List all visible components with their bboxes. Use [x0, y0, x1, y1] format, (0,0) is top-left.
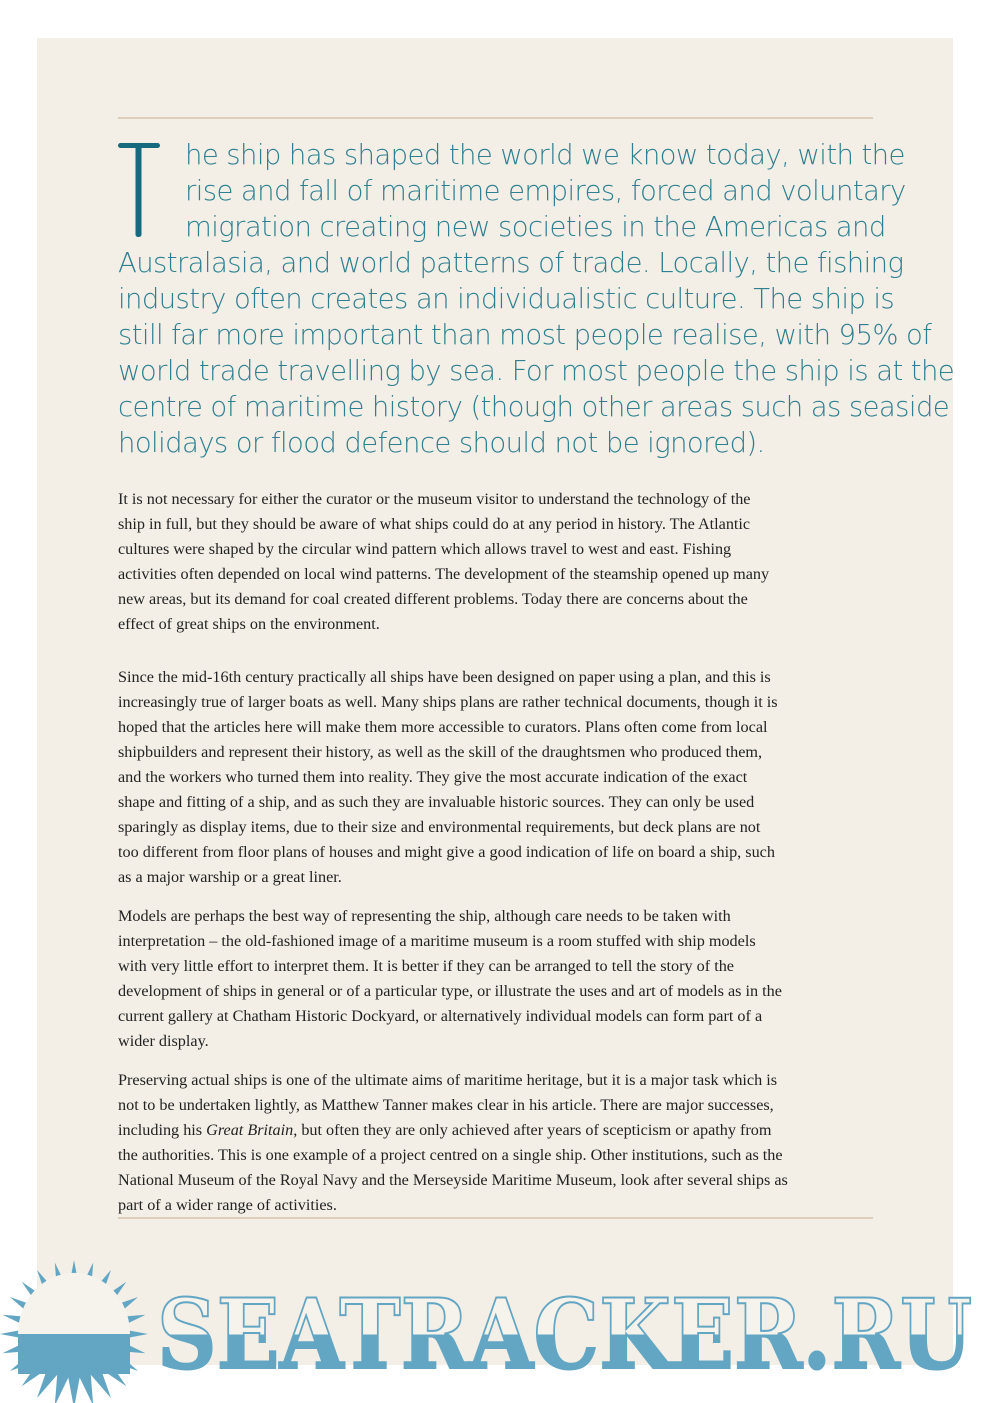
text-line: hoped that the articles here will make them more accessible to curators. Plans often come from local [118, 718, 768, 736]
text-line: National Museum of the Royal Navy and the Merseyside Maritime Museum, look after several ships as [118, 1171, 788, 1189]
text-line: Since the mid-16th century practically all ships have been designed on paper using a plan, and this is [118, 668, 771, 686]
text-line: not to be undertaken lightly, as Matthew Tanner makes clear in his article. There are major successes, [118, 1096, 774, 1114]
text-line: shipbuilders and represent their history, as well as the skill of the draughtsmen who produced them, [118, 743, 763, 761]
text-line: new areas, but its demand for coal created different problems. Today there are concerns about the [118, 590, 748, 608]
text-line: as a major warship or a great liner. [118, 868, 342, 886]
text-line: development of ships in general or of a particular type, or illustrate the uses and art of models as in the [118, 982, 782, 1000]
intro-line: he ship has shaped the world we know today, with the [185, 139, 905, 171]
text-line: ship in full, but they should be aware of what ships could do at any period in history. The Atlantic [118, 515, 751, 533]
watermark-logo [0, 1255, 991, 1403]
sun-icon [0, 1260, 148, 1403]
intro-line: migration creating new societies in the Americas and [185, 211, 886, 243]
text-line: part of a wider range of activities. [118, 1196, 337, 1214]
intro-paragraph [118, 137, 955, 461]
intro-line: industry often creates an individualistic culture. The ship is [118, 283, 895, 315]
text-line: with very little effort to interpret them. It is better if they can be arranged to tell the story of the [118, 957, 734, 975]
paragraph-preservation [118, 1068, 878, 1218]
ship-name-italic: Great Britain [206, 1121, 294, 1139]
text-line [118, 1118, 878, 1143]
intro-line: holidays or flood defence should not be ignored). [118, 427, 765, 459]
intro-line: Australasia, and world patterns of trade. Locally, the fishing [118, 247, 904, 279]
top-divider [118, 117, 873, 119]
text-line: cultures were shaped by the circular wind pattern which allows travel to west and east. Fishing [118, 540, 732, 558]
text-line: current gallery at Chatham Historic Dockyard, or alternatively individual models can form part of a [118, 1007, 763, 1025]
text-line: Models are perhaps the best way of representing the ship, although care needs to be taken with [118, 907, 731, 925]
text-line: It is not necessary for either the curator or the museum visitor to understand the technology of the [118, 490, 751, 508]
intro-line: rise and fall of maritime empires, forced and voluntary [185, 175, 906, 207]
body-text [118, 473, 878, 1218]
text-line: the authorities. This is one example of a project centred on a single ship. Other institutions, such as the [118, 1146, 783, 1164]
intro-line: world trade travelling by sea. For most people the ship is at the [118, 355, 955, 387]
text-line: interpretation – the old-fashioned image of a maritime museum is a room stuffed with ship models [118, 932, 756, 950]
watermark-text: SEATRACKER.RU [157, 1278, 972, 1391]
text-line: sparingly as display items, due to their size and environmental requirements, but deck plans are not [118, 818, 761, 836]
text-line: and the workers who turned them into reality. They give the most accurate indication of the exact [118, 768, 748, 786]
text-line: shape and fitting of a ship, and as such they are invaluable historic sources. They can only be used [118, 793, 755, 811]
text-run: including his [118, 1121, 207, 1139]
text-line: Preserving actual ships is one of the ultimate aims of maritime heritage, but it is a major task which is [118, 1071, 778, 1089]
intro-line: centre of maritime history (though other areas such as seaside [118, 391, 950, 423]
text-line: effect of great ships on the environment. [118, 615, 380, 633]
text-line: increasingly true of larger boats as well. Many ships plans are rather technical documents, though it is [118, 693, 778, 711]
text-line: wider display. [118, 1032, 209, 1050]
intro-line: still far more important than most people realise, with 95% of [118, 319, 932, 351]
text-line: activities often depended on local wind patterns. The development of the steamship opened up many [118, 565, 770, 583]
text-line: too different from floor plans of houses and might give a good indication of life on board a ship, such [118, 843, 775, 861]
text-run: , but often they are only achieved after years of scepticism or apathy from [293, 1121, 772, 1139]
bottom-divider [118, 1217, 873, 1219]
paragraph-plans [118, 665, 878, 890]
paragraph-models [118, 904, 878, 1054]
